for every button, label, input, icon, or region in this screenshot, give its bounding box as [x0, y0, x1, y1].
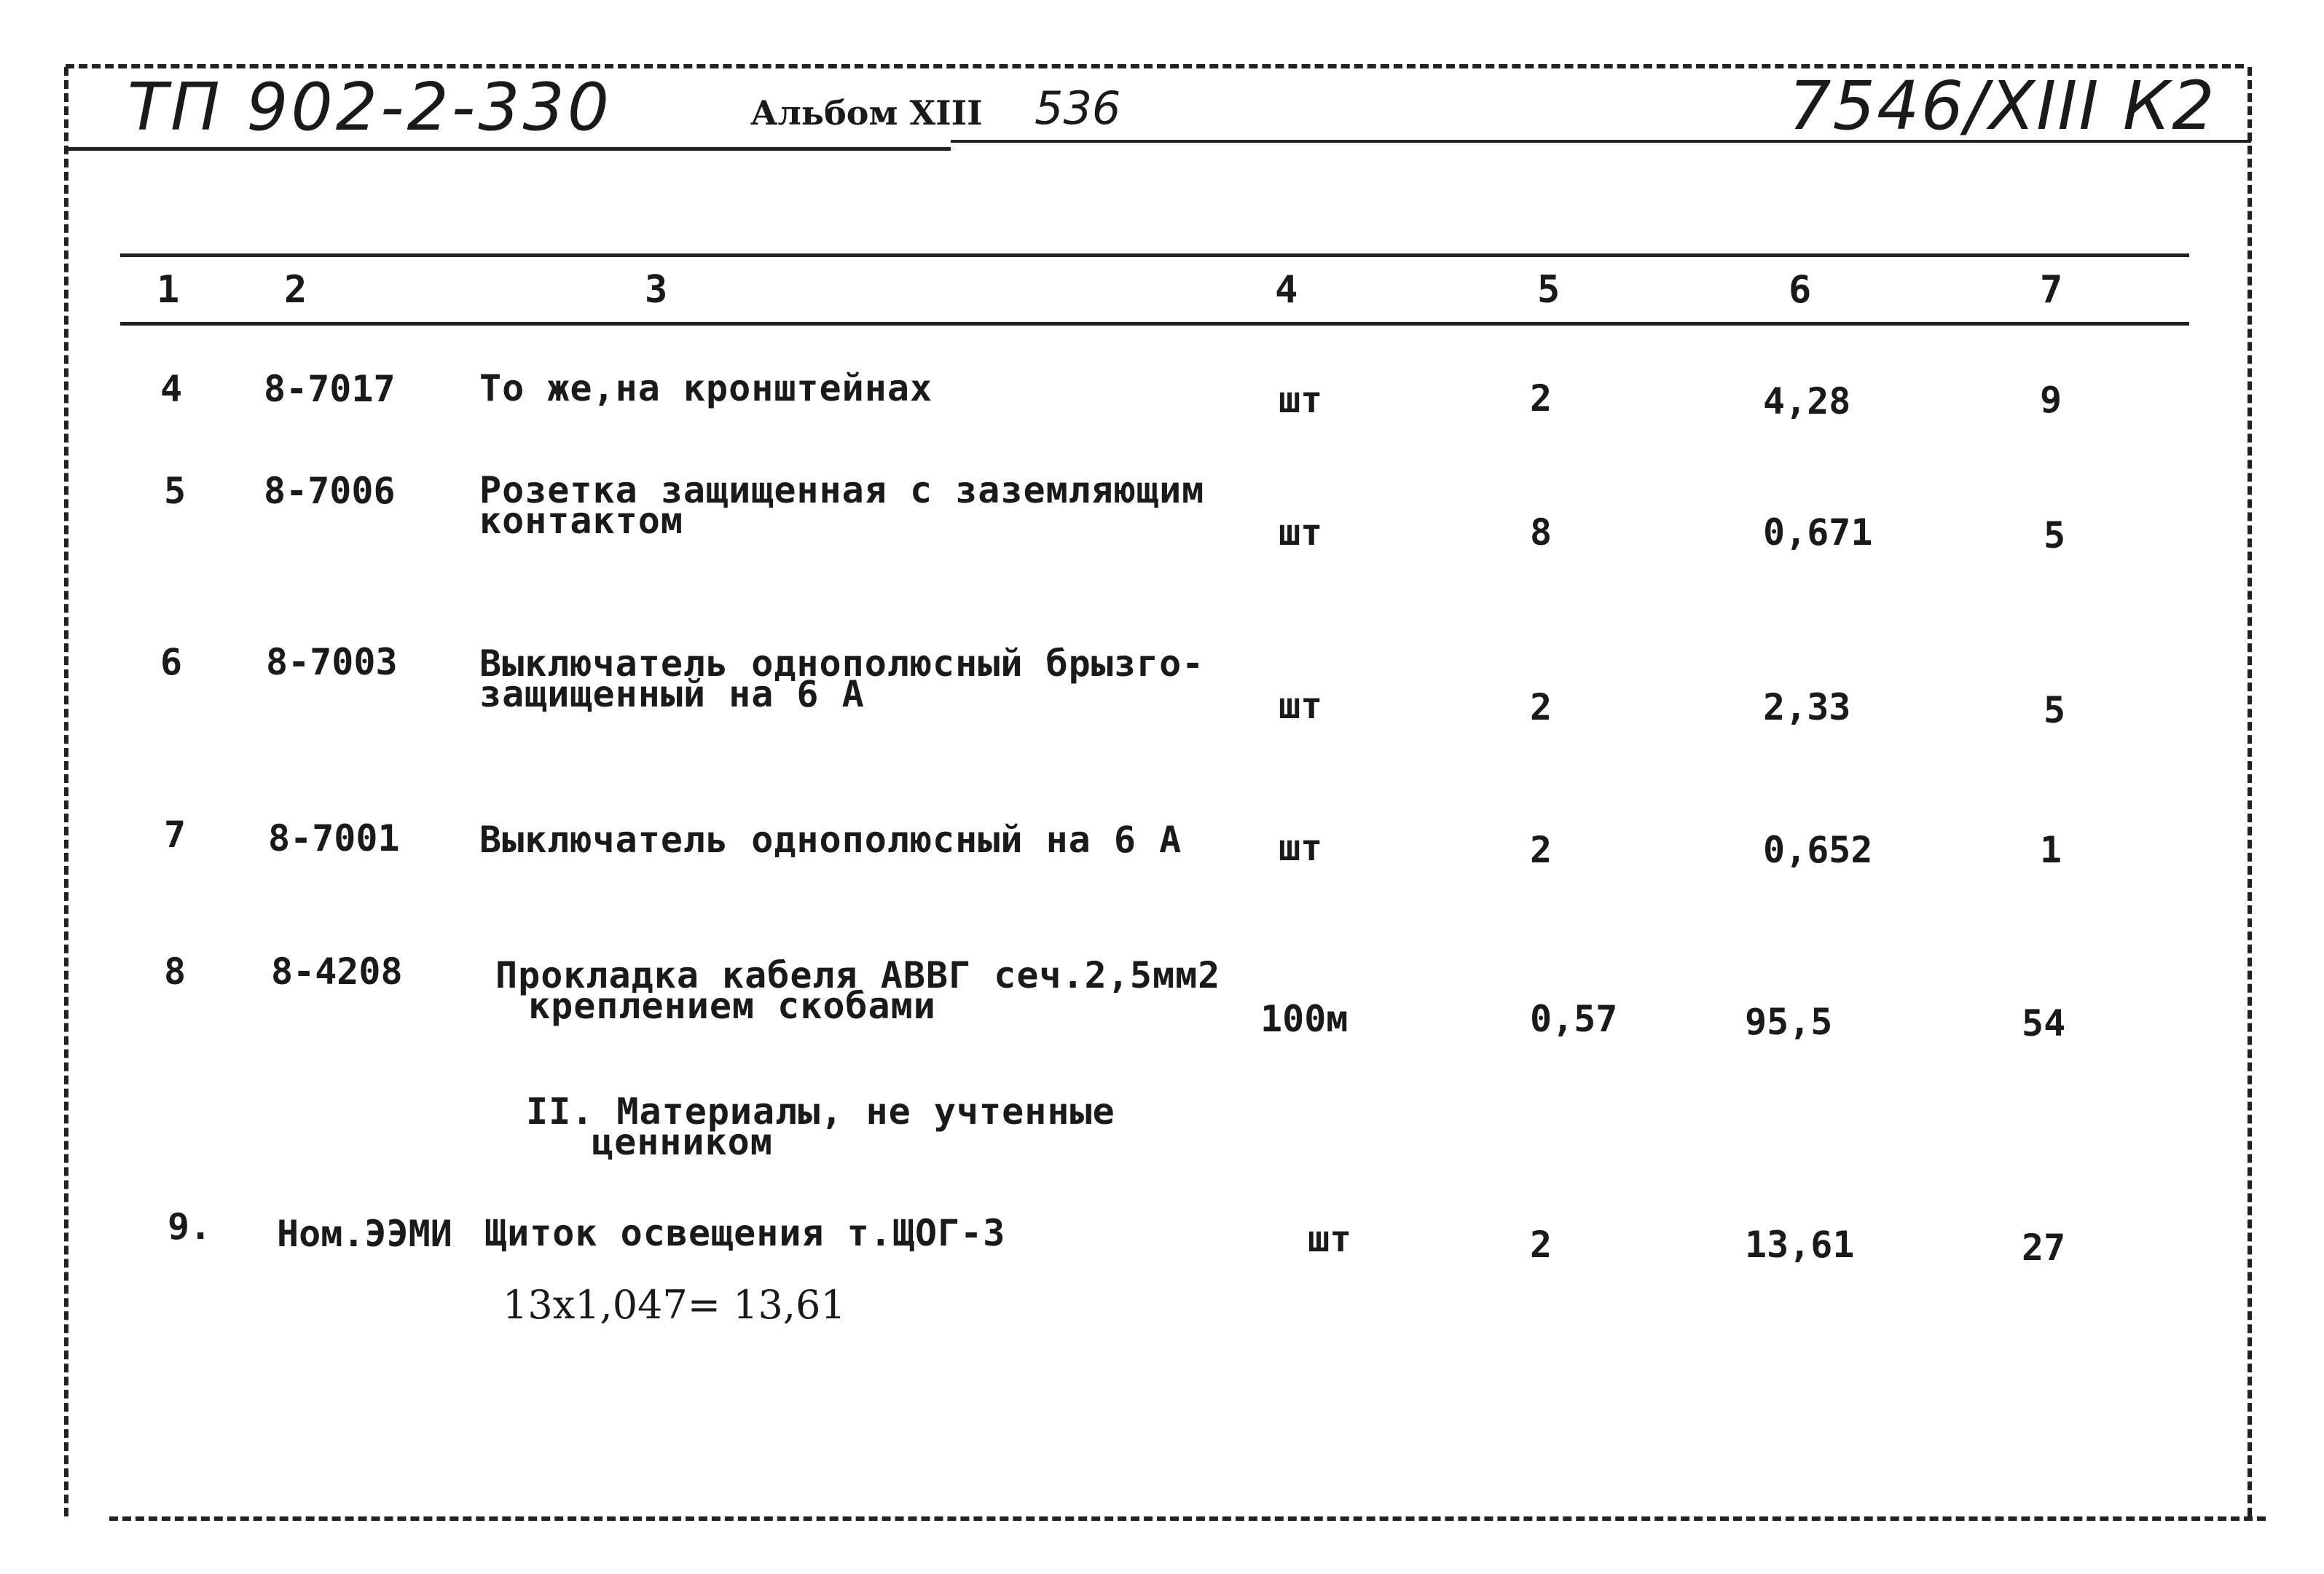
frame-border-right	[2248, 67, 2252, 1516]
unit: шт	[1308, 1218, 1352, 1260]
item-description: Прокладка кабеля АВВГ сеч.2,5мм2 креплением скобами	[495, 954, 1221, 1027]
column-number-1: 1	[157, 268, 180, 312]
unit: шт	[1279, 685, 1323, 727]
column-number-7: 7	[2040, 268, 2063, 312]
unit-price: 0,671	[1763, 511, 1873, 554]
unit-price: 95,5	[1745, 1001, 1833, 1043]
frame-border-left	[64, 67, 68, 1516]
total-cost: 1	[2040, 829, 2062, 871]
page-number: 536	[1035, 82, 1121, 135]
row-number: 6	[160, 641, 183, 683]
unit: шт	[1279, 827, 1323, 869]
price-code: 8-4208	[271, 951, 403, 993]
table-top-rule	[120, 253, 2189, 257]
unit: 100м	[1260, 998, 1349, 1040]
unit-price: 4,28	[1763, 380, 1851, 422]
column-number-6: 6	[1789, 268, 1812, 312]
row-number: 8	[164, 951, 187, 993]
price-code: 8-7003	[266, 641, 398, 683]
header-divider-left	[66, 147, 951, 151]
quantity: 0,57	[1530, 998, 1618, 1040]
item-description: Розетка защищенная с заземляющим контактом	[479, 469, 1205, 542]
total-cost: 9	[2040, 379, 2062, 421]
unit-price: 13,61	[1745, 1224, 1855, 1266]
inventory-number: 7546/XIII К2	[1789, 67, 2216, 145]
column-number-5: 5	[1537, 268, 1561, 312]
quantity: 2	[1530, 377, 1552, 420]
total-cost: 5	[2044, 514, 2066, 556]
price-code: Ном.ЭЭМИ	[277, 1213, 452, 1255]
item-description: Щиток освещения т.ЩОГ-3	[484, 1212, 1006, 1254]
quantity: 2	[1530, 1224, 1552, 1266]
price-code: 8-7006	[264, 470, 396, 512]
row-number: 9.	[168, 1205, 212, 1248]
total-cost: 27	[2022, 1227, 2066, 1269]
section-heading: II. Материалы, не учтенные ценником	[526, 1090, 1115, 1163]
quantity: 2	[1530, 829, 1552, 871]
frame-border-bottom	[109, 1516, 2266, 1521]
unit: шт	[1279, 379, 1323, 421]
calculation-note: 13х1,047= 13,61	[503, 1282, 846, 1328]
row-number: 4	[160, 368, 183, 410]
total-cost: 54	[2022, 1002, 2066, 1044]
unit: шт	[1279, 511, 1323, 554]
row-number: 5	[164, 470, 187, 512]
price-code: 8-7001	[268, 817, 400, 859]
item-description: Выключатель однополюсный брызго- защищенный на 6 А	[479, 642, 1205, 715]
row-number: 7	[164, 814, 187, 856]
project-code: ТП 902-2-330	[127, 69, 613, 146]
quantity: 8	[1530, 511, 1552, 554]
column-number-3: 3	[645, 268, 668, 312]
column-number-2: 2	[284, 268, 307, 312]
unit-price: 0,652	[1763, 829, 1873, 871]
column-number-4: 4	[1275, 268, 1298, 312]
price-code: 8-7017	[264, 368, 396, 410]
total-cost: 5	[2044, 689, 2066, 731]
quantity: 2	[1530, 686, 1552, 728]
item-description: То же,на кронштейнах	[479, 367, 933, 409]
table-header-rule	[120, 322, 2189, 326]
item-description: Выключатель однополюсный на 6 А	[479, 819, 1182, 861]
unit-price: 2,33	[1763, 686, 1851, 728]
album-label: Альбом XIII	[750, 93, 983, 133]
